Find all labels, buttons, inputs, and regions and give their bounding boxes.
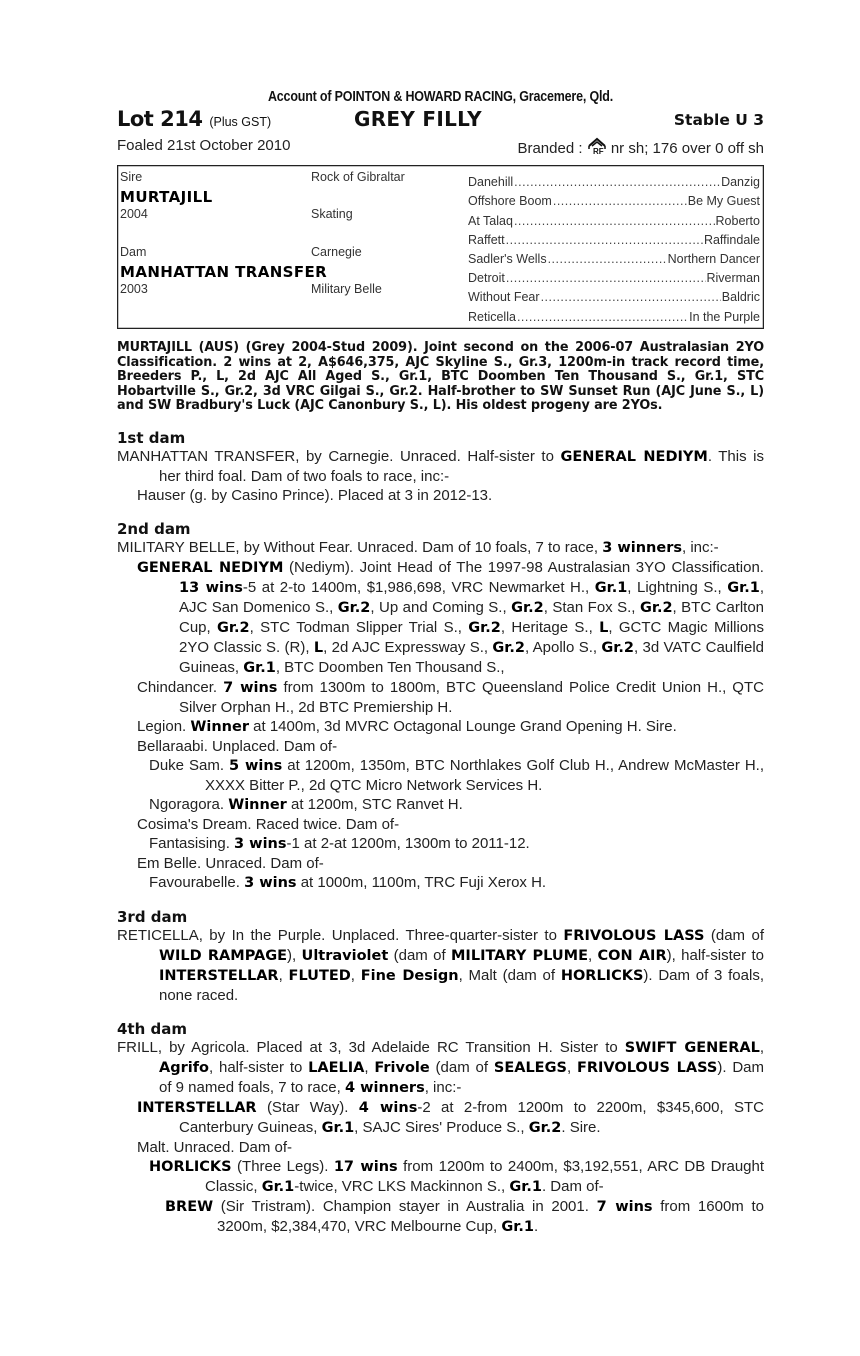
ancestor-name: Detroit — [468, 271, 505, 286]
dam-year-row — [120, 282, 460, 300]
third-dam-heading: 3rd dam — [117, 907, 188, 926]
sire-year-row — [120, 207, 460, 225]
foaling-row — [117, 133, 764, 157]
ancestor-row — [468, 228, 760, 247]
ancestor-sire: Baldric — [721, 290, 760, 305]
ancestor-sire: In the Purple — [689, 309, 760, 324]
ancestor-row — [468, 285, 760, 304]
progeny-malt: Malt. Unraced. Dam of- — [137, 1138, 293, 1156]
ancestor-row — [468, 189, 760, 208]
ancestor-sire: Northern Dancer — [667, 251, 760, 266]
dam-sire: Carnegie — [311, 245, 362, 259]
second-dam-text: MILITARY BELLE, by Without Fear. Unraced. Dam of 10 foals, 7 to race, 3 winners, inc:- — [117, 538, 719, 556]
dam-label: Dam — [120, 245, 147, 259]
ancestor-sire: Danzig — [721, 175, 760, 190]
ancestor-name: Sadler's Wells — [468, 251, 547, 266]
sire-sire: Rock of Gibraltar — [311, 170, 405, 184]
first-dam-heading: 1st dam — [117, 428, 186, 447]
progeny-horlicks: HORLICKS (Three Legs). 17 wins from 1200m to 2400m, $3,192,551, ARC DB Draught Classic, Gr.1-twice, VRC LKS Mackinnon S., Gr.1. Dam of- — [149, 1157, 765, 1195]
lot-label: Lot 214 — [117, 107, 203, 131]
foaled-date: Foaled 21st October 2010 — [117, 137, 291, 154]
ancestor-row — [468, 304, 760, 323]
ancestor-name: Offshore Boom — [468, 194, 552, 209]
ancestor-sire: Be My Guest — [687, 194, 760, 209]
progeny-fantasising: Fantasising. 3 wins-1 at 2-at 1200m, 1300m to 2011-12. — [149, 834, 530, 852]
branded-detail: nr sh; 176 over 0 off sh — [610, 140, 764, 157]
sire-dam: Skating — [311, 207, 353, 221]
ancestor-sire: Raffindale — [703, 232, 760, 247]
dam-label-row — [120, 245, 460, 263]
lot-note: (Plus GST) — [209, 115, 272, 129]
progeny-ngoragora: Ngoragora. Winner at 1200m, STC Ranvet H. — [149, 795, 463, 813]
ancestor-name: Reticella — [468, 309, 516, 324]
sire-year: 2004 — [120, 207, 148, 221]
progeny-favourabelle: Favourabelle. 3 wins at 1000m, 1100m, TRC Fuji Xerox H. — [149, 873, 547, 891]
progeny-cosimas-dream: Cosima's Dream. Raced twice. Dam of- — [137, 815, 400, 833]
brand-mark-icon — [587, 137, 607, 155]
ancestor-name: Danehill — [468, 175, 514, 190]
lot-row — [117, 107, 764, 133]
progeny-em-belle: Em Belle. Unraced. Dam of- — [137, 854, 324, 872]
ancestor-row — [468, 208, 760, 227]
ancestor-name: At Talaq — [468, 213, 513, 228]
progeny-general-nediym: GENERAL NEDIYM (Nediym). Joint Head of The 1997-98 Australasian 3YO Classification. 13 wins-5 at 2-to 1400m, $1,986,698, VRC Newmarket H., Gr.1, Lightning S., Gr.1, AJC San Domenico S., Gr.2, Up and Coming S., Gr.2, Stan Fox S., Gr.2, BTC Carlton Cup, Gr.2, STC Todman Slipper Trial S., Gr.2, Heritage S., L, GCTC Magic Millions 2YO Classic S. (R), L, 2d AJC Expressway S., Gr.2, Apollo S., Gr.2, 3d VATC Caulfield Guineas, Gr.1, BTC Doomben Ten Thousand S., — [137, 558, 765, 676]
lot-number — [117, 107, 271, 131]
sire-label-row — [120, 170, 460, 188]
pedigree-parents — [120, 170, 460, 300]
pedigree-table — [117, 165, 764, 329]
sire-summary: MURTAJILL (AUS) (Grey 2004-Stud 2009). Joint second on the 2006-07 Australasian 2YO Classification. 2 wins at 2, A$646,375, AJC Skyline S., Gr.3, 1200m-in track record time, Breeders P., L, 2d AJC All Aged S., Gr.1, BTC Doomben Ten Thousand S., Gr.1, STC Hobartville S., Gr.2, 3d VRC Gilgai S., Gr.2. Half-brother to SW Sunset Run (AJC June S., L) and SW Bradbury's Luck (AJC Canonbury S., L). His oldest progeny are 2YOs. — [117, 340, 764, 414]
dam-year: 2003 — [120, 282, 148, 296]
third-dam-text: RETICELLA, by In the Purple. Unplaced. Three-quarter-sister to FRIVOLOUS LASS (dam of WILD RAMPAGE), Ultraviolet (dam of MILITARY PLUME, CON AIR), half-sister to INTERSTELLAR, FLUTED, Fine Design, Malt (dam of HORLICKS). Dam of 3 foals, none raced. — [117, 926, 764, 1004]
svg-text:RF: RF — [592, 147, 604, 155]
catalogue-page — [117, 88, 764, 1237]
progeny-chindancer: Chindancer. 7 wins from 1300m to 1800m, BTC Queensland Police Credit Union H., QTC Silver Orphan H., 2d BTC Premiership H. — [137, 678, 764, 716]
progeny-interstellar: INTERSTELLAR (Star Way). 4 wins-2 at 2-from 1200m to 2200m, $345,600, STC Canterbury Guineas, Gr.1, SAJC Sires' Produce S., Gr.2. Sire. — [137, 1098, 764, 1136]
dam-name: MANHATTAN TRANSFER — [120, 263, 328, 281]
sire-label: Sire — [120, 170, 143, 184]
ancestor-sire: Riverman — [706, 271, 760, 286]
ancestor-row — [468, 247, 760, 266]
dam-dam: Military Belle — [311, 282, 382, 296]
vendor-account: Account of POINTON & HOWARD RACING, Gracemere, Qld. — [267, 89, 614, 105]
stable-number: Stable U 3 — [673, 111, 764, 129]
ancestor-sire: Roberto — [715, 213, 760, 228]
pedigree-third-generation — [468, 170, 760, 324]
ancestor-row — [468, 170, 760, 189]
progeny-brew: BREW (Sir Tristram). Champion stayer in Australia in 2001. 7 wins from 1600m to 3200m, $2,384,470, VRC Melbourne Cup, Gr.1. — [165, 1197, 764, 1235]
fourth-dam-heading: 4th dam — [117, 1019, 187, 1038]
progeny-bellaraabi: Bellaraabi. Unplaced. Dam of- — [137, 737, 338, 755]
progeny-hauser: Hauser (g. by Casino Prince). Placed at 3 in 2012-13. — [137, 486, 493, 504]
sire-name: MURTAJILL — [120, 188, 213, 206]
branding — [517, 137, 764, 157]
fourth-dam-text: FRILL, by Agricola. Placed at 3, 3d Adelaide RC Transition H. Sister to SWIFT GENERAL, Agrifo, half-sister to LAELIA, Frivole (dam of SEALEGS, FRIVOLOUS LASS). Dam of 9 named foals, 7 to race, 4 winners, inc:- — [117, 1038, 765, 1096]
first-dam-text: MANHATTAN TRANSFER, by Carnegie. Unraced. Half-sister to GENERAL NEDIYM. This is her third foal. Dam of two foals to race, inc:- — [117, 447, 764, 485]
ancestor-name: Without Fear — [468, 290, 540, 305]
ancestor-name: Raffett — [468, 232, 505, 247]
branded-label: Branded : — [517, 140, 583, 157]
ancestor-row — [468, 266, 760, 285]
progeny-legion: Legion. Winner at 1400m, 3d MVRC Octagonal Lounge Grand Opening H. Sire. — [137, 717, 677, 735]
second-dam-heading: 2nd dam — [117, 519, 191, 538]
progeny-duke-sam: Duke Sam. 5 wins at 1200m, 1350m, BTC Northlakes Golf Club H., Andrew McMaster H., XXXX Bitter P., 2d QTC Micro Network Services H. — [149, 756, 764, 794]
horse-description: GREY FILLY — [354, 107, 482, 131]
